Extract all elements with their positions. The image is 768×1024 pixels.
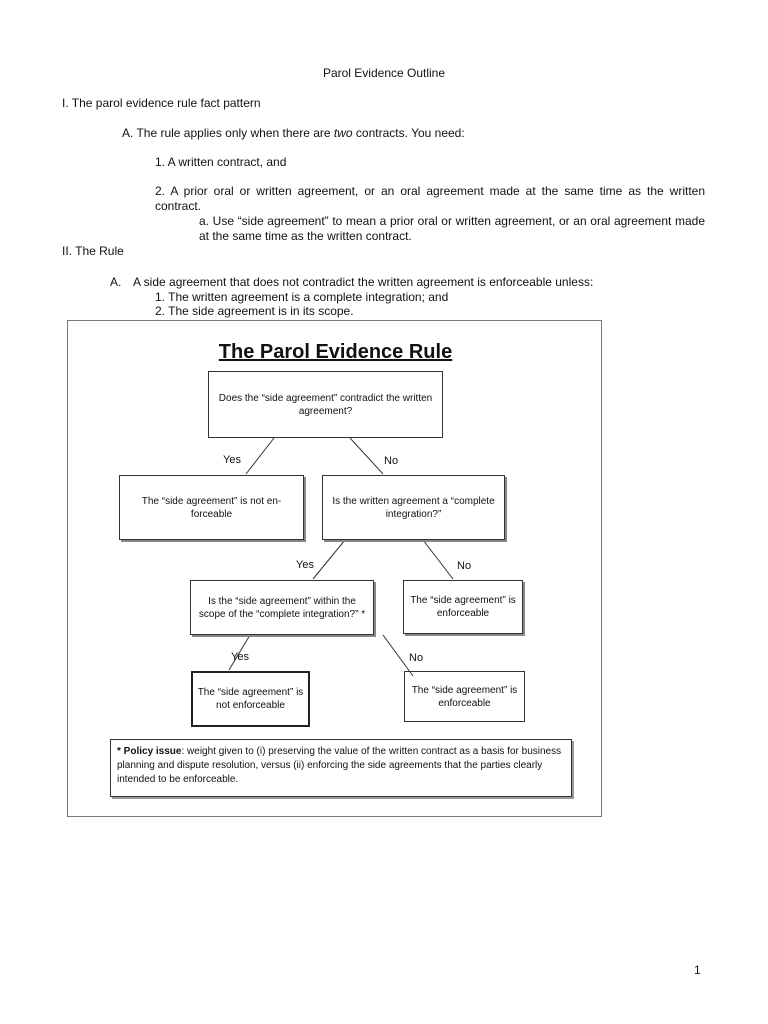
policy-issue-label: * Policy issue xyxy=(117,746,182,757)
document-title: Parol Evidence Outline xyxy=(322,66,446,80)
point-a-emphasis: two xyxy=(333,126,353,140)
section-1-item-1: 1. A written contract, and xyxy=(155,155,287,169)
section-1-item-2: 2. A prior oral or written agreement, or an oral agreement made at the same time as the written contract. xyxy=(155,184,705,213)
q1-yes-label: Yes xyxy=(223,454,241,466)
point-a-text-end: contracts. You need: xyxy=(352,126,465,140)
rule-item-2: 2. The side agreement is in its scope. xyxy=(155,304,354,318)
result-not-enforceable-box-2: The “side agreement” is not enforceable xyxy=(191,671,310,727)
q2-no-label: No xyxy=(457,560,472,572)
point-a-text-start: A. The rule applies only when there are xyxy=(122,126,334,140)
connector-q1-yes xyxy=(246,438,274,474)
section-1-heading: I. The parol evidence rule fact pattern xyxy=(62,96,261,110)
result-not-enforceable-box-1: The “side agreement” is not en-forceable xyxy=(119,475,304,540)
section-1-point-a xyxy=(122,126,465,140)
question-within-scope-box: Is the “side agreement” within the scope of the “complete integration?” * xyxy=(190,580,374,635)
q2-yes-label: Yes xyxy=(296,559,314,571)
rule-item-1: 1. The written agreement is a complete integration; and xyxy=(155,290,449,304)
connector-q2-yes xyxy=(313,540,345,579)
result-enforceable-box-1: The “side agreement” is enforceable xyxy=(403,580,523,634)
flowchart xyxy=(67,320,602,817)
question-complete-integration-box: Is the written agreement a “complete integration?” xyxy=(322,475,505,540)
rule-a-label: A. xyxy=(110,275,122,289)
section-2-heading: II. The Rule xyxy=(62,244,124,258)
section-1-item-2a: a. Use “side agreement” to mean a prior oral or written agreement, or an oral agreement made at the same time as the written contract. xyxy=(199,214,705,243)
rule-a-text: A side agreement that does not contradict the written agreement is enforceable unless: xyxy=(133,275,594,289)
q3-no-label: No xyxy=(409,652,424,664)
flowchart-title: The Parol Evidence Rule xyxy=(218,341,453,363)
q3-yes-label: Yes xyxy=(231,651,249,663)
policy-issue-box xyxy=(110,739,572,797)
policy-issue-text: : weight given to (i) preserving the value of the written contract as a basis for business planning and dispute resolution, versus (ii) enforcing the side agreements that the parties clearly intended to be enforceable. xyxy=(117,746,562,785)
page-number: 1 xyxy=(694,963,701,977)
result-enforceable-box-2: The “side agreement” is enforceable xyxy=(404,671,525,722)
q1-no-label: No xyxy=(384,455,399,467)
connector-q1-no xyxy=(350,438,383,474)
connector-q2-no xyxy=(423,540,453,579)
question-contradict-box: Does the “side agreement” contradict the written agreement? xyxy=(208,371,443,438)
